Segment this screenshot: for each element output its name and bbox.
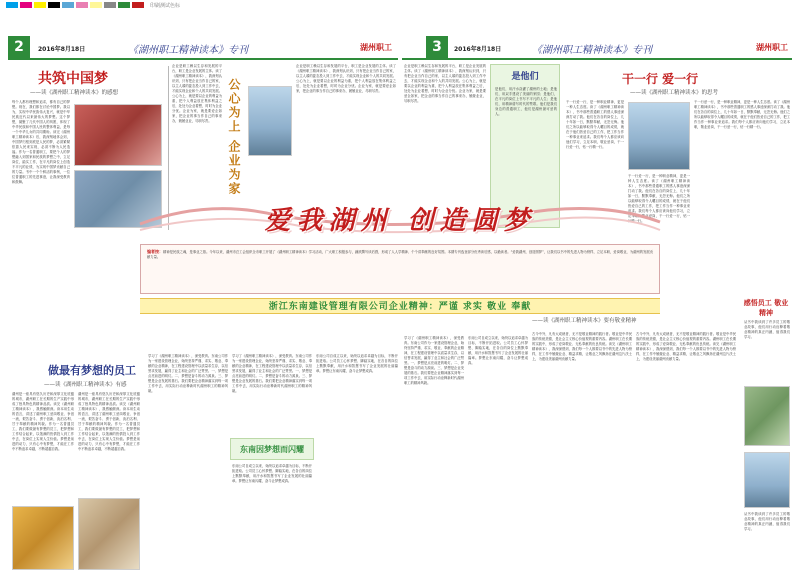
left-logo: 湖州职工 bbox=[360, 42, 392, 52]
banner-title: 爱我湖州 创造圆梦 bbox=[264, 206, 536, 236]
article-body-enterprise-spirit: 学习了《湖州职工精神读本》，深受教育。东南公司作为一家建设管理企业，始终坚持严谨、求实、敬业、奉献的企业精神，在工程建设管理中以质量求生存，以信誉求发展，赢得了业主和社会的广泛赞誉。一、梦想是点亮前进的明灯。二、梦想是奋斗的动力源泉。三、梦想是企业发展的基石。我们要把企业精神落实到每一项工作中去，用实际行动诠释新时代湖州职工的精神风貌。 bbox=[148, 354, 228, 393]
photo-office-tower bbox=[628, 102, 690, 170]
article-body-right-col1: 企业是职工赖以生存和发展的平台，职工是企业发展的主体。读了《湖州职工精神读本》，我深刻认识到，只有把企业当作自己的家，以主人翁的姿态投入到工作中去，才能实现企业和个人的共同发展。公心为上，就是要以企业的利益为重，把个人利益放在集体利益之后，处处为企业着想，时时为企业分忧。企业为家，就是要爱企如家，把企业的事当作自己的事来办，兢兢业业，尽职尽责。 bbox=[404, 64, 486, 103]
print-strip-label: 印刷测试色标 bbox=[150, 2, 181, 9]
photo-construction bbox=[78, 498, 140, 570]
color-swatch-6 bbox=[90, 2, 102, 8]
right-date: 2016年8月18日 bbox=[454, 46, 502, 53]
article-body-love-job-col3: 干一行爱一行，是一种职业精神，更是一种人生态度。读了《湖州职工精神读本》，书中那些普通职工的感人事迹深深打动了我。他们在各自的岗位上，几十年如一日，默默奉献，无怨无悔。他们之所以能够取得令人瞩目的成绩，就在于他们热爱自己的工作，把工作当作一种事业来追求。我们每个人都应该向他们学习，立足本职，敬业爱岗，干一行爱一行，钻一行精一行。 bbox=[694, 100, 790, 129]
article-body-east-dream: 东南公司自成立以来，始终以追求卓越为目标，不断开拓进取。公司员工心怀梦想、脚踏实地，在各自的岗位上默默奉献，用汗水和智慧书写了企业发展的壮丽篇章。梦想让东南闪耀，奋斗让梦想成真。 bbox=[232, 464, 312, 483]
left-date: 2016年8月18日 bbox=[38, 46, 86, 53]
photo-city bbox=[744, 452, 790, 508]
article-subtitle-dedication: ——读《湖州职工精神读本》要有敬业精神 bbox=[532, 318, 637, 324]
photo-workers bbox=[12, 506, 74, 570]
vertical-title-company-spirit: 公心为上 企业为家 bbox=[227, 78, 241, 197]
article-body-china-dream-col2: 企业是职工赖以生存和发展的平台，职工是企业发展的主体。读了《湖州职工精神读本》，我深刻认识到，只有把企业当作自己的家，以主人翁的姿态投入到工作中去，才能实现企业和个人的共同发展。公心为上，就是要以企业的利益为重，把个人利益放在集体利益之后，处处为企业着想，时时为企业分忧。企业为家，就是要爱企如家，把企业的事当作自己的事来办，兢兢业业，尽职尽责。 bbox=[172, 64, 222, 123]
color-swatch-8 bbox=[118, 2, 130, 8]
color-swatch-2 bbox=[34, 2, 46, 8]
right-page-number: 3 bbox=[426, 36, 448, 58]
center-banner bbox=[130, 194, 670, 240]
article-body-dedication-col1: 古今中外，凡有大成就者，无不是敬业精神的践行者。敬业是中华民族的传统美德，是社会主义核心价值观的重要内容。湖州职工在长期的实践中，形成了爱岗敬业、无私奉献的优良传统。读完《湖州职工精神读本》，我深深感到，我们每一个人都要以书中的先进人物为榜样，在工作中兢兢业业、精益求精，让敬业之风飘扬在湖州这片沃土上，为建设美丽湖州贡献力量。 bbox=[532, 332, 632, 361]
company-spirit-title: 浙江东南建设管理有限公司企业精神：严谨 求实 敬业 奉献 bbox=[268, 302, 532, 312]
print-color-strip bbox=[0, 0, 800, 10]
article-subtitle-china-dream: ——读《湖州职工精神读本》的感想 bbox=[30, 90, 119, 96]
article-title-china-dream: 共筑中国梦 bbox=[38, 71, 108, 87]
side-body: 从书中我读到了许多员工的敬业故事，他们用行动诠释着敬业精神的真正内涵，值得我们学习。 bbox=[744, 320, 790, 339]
color-swatch-5 bbox=[76, 2, 88, 8]
color-swatch-1 bbox=[20, 2, 32, 8]
article-subtitle-dream-employee: ——读《湖州职工精神读本》有感 bbox=[44, 382, 127, 388]
editor-note-body: 精神是民族之魂，是事业之基。今年以来，湖州市总工会组织全市职工开展了《湖州职工精神读本》学习活动，广大职工积极参与，踊跃撰写读后感，形成了人人学精神、个个讲奉献的良好氛围。本期专刊选登部分优秀读后感，以飨读者。“爱我湖州，创造圆梦”，让我们以书中的先进人物为榜样，立足本职，爱岗敬业，为湖州的发展贡献力量。 bbox=[147, 250, 653, 260]
article-body-east-dream-col2: 东南公司自成立以来，始终以追求卓越为目标，不断开拓进取。公司员工心怀梦想、脚踏实地，在各自的岗位上默默奉献，用汗水和智慧书写了企业发展的壮丽篇章。梦想让东南闪耀，奋斗让梦想成真。 bbox=[316, 354, 398, 373]
article-body-love-job-col2: 干一行爱一行，是一种职业精神，更是一种人生态度。读了《湖州职工精神读本》，书中那些普通职工的感人事迹深深打动了我。他们在各自的岗位上，几十年如一日，默默奉献，无怨无悔。他们之所以能够取得令人瞩目的成绩，就在于他们热爱自己的工作，把工作当作一种事业来追求。我们每个人都应该向他们学习，立足本职，敬业爱岗，干一行爱一行，钻一行精一行。 bbox=[628, 174, 690, 223]
article-title-love-job: 干一行 爱一行 bbox=[622, 72, 699, 86]
photo-building bbox=[248, 86, 292, 156]
article-body-right-lower-col2: 东南公司自成立以来，始终以追求卓越为目标，不断开拓进取。公司员工心怀梦想、脚踏实地，在各自的岗位上默默奉献，用汗水和智慧书写了企业发展的壮丽篇章。梦想让东南闪耀，奋斗让梦想成真。 bbox=[468, 336, 528, 365]
article-body-enterprise-spirit-col2: 学习了《湖州职工精神读本》，深受教育。东南公司作为一家建设管理企业，始终坚持严谨、求实、敬业、奉献的企业精神，在工程建设管理中以质量求生存，以信誉求发展，赢得了业主和社会的广泛赞誉。一、梦想是点亮前进的明灯。二、梦想是奋斗的动力源泉。三、梦想是企业发展的基石。我们要把企业精神落实到每一项工作中去，用实际行动诠释新时代湖州职工的精神风貌。 bbox=[232, 354, 312, 393]
editor-note-label: 编者按： bbox=[147, 249, 164, 254]
left-masthead bbox=[8, 36, 398, 58]
photo-park bbox=[744, 386, 790, 446]
east-title-box bbox=[230, 438, 314, 460]
article-body-company-spirit: 企业是职工赖以生存和发展的平台，职工是企业发展的主体。读了《湖州职工精神读本》，我深刻认识到，只有把企业当作自己的家，以主人翁的姿态投入到工作中去，才能实现企业和个人的共同发展。公心为上，就是要以企业的利益为重，把个人利益放在集体利益之后，处处为企业着想，时时为企业分忧。企业为家，就是要爱企如家，把企业的事当作自己的事来办，兢兢业业，尽职尽责。 bbox=[296, 64, 396, 93]
color-swatch-3 bbox=[48, 2, 60, 8]
east-title: 东南因梦想而闪耀 bbox=[240, 445, 304, 454]
article-body-love-job-col1: 干一行爱一行，是一种职业精神，更是一种人生态度。读了《湖州职工精神读本》，书中那些普通职工的感人事迹深深打动了我。他们在各自的岗位上，几十年如一日，默默奉献，无怨无悔。他们之所以能够取得令人瞩目的成绩，就在于他们热爱自己的工作，把工作当作一种事业来追求。我们每个人都应该向他们学习，立足本职，敬业爱岗，干一行爱一行，钻一行精一行。 bbox=[566, 100, 624, 149]
article-title-dream-employee: 做最有梦想的员工 bbox=[48, 364, 136, 377]
left-masthead-rule bbox=[8, 58, 398, 60]
poem-body: 是他们，用汗水浇灌了湖州的土地；是他们，用双手建设了美丽的家园；是他们，在平凡的岗位上书写不平凡的人生；是他们，用精神谱写时代的赞歌。他们是我们身边的普通职工，他们是湖州最可爱的人。 bbox=[495, 87, 557, 116]
article-body-dream-employee-col1: 湖州是一座具有悠久历史和深厚文化底蕴的城市，湖州职工在长期的生产实践中形成了独具特色的精神品质。读完《湖州职工精神读本》，我感触颇深。读本用生动的语言，讲述了湖州职工爱岗敬业、争创一流，艰苦奋斗、勇于创新，淡泊名利、甘于奉献的精神风貌。作为一名普通员工，我们要做最有梦想的员工，把梦想和工作结合起来，以饱满的热情投入到工作中去，在岗位上实现人生价值。梦想是前进的动力，只有心中有梦想，才能在工作中不断追求卓越，不断超越自我。 bbox=[12, 392, 74, 451]
article-subtitle-love-job: ——读《湖州职工精神读本》的思考 bbox=[630, 90, 719, 96]
left-masthead-title: 《湖州职工精神读本》专刊 bbox=[128, 45, 248, 56]
color-swatch-7 bbox=[104, 2, 116, 8]
article-body-china-dream-col1: 每个人都有理想和追求，都有自己的梦想。现在，我们都在讨论中国梦。我以为，实现中华民族伟大复兴，就是中华民族近代以来最伟大的梦想。这个梦想，凝聚了几代中国人的夙愿，体现了中华民族和中国人民的整体利益，是每一个中华儿女的共同期盼。读完《湖州职工精神读本》后，我深刻地体会到，中国梦归根到底是人民的梦，必须紧紧依靠人民来实现，必须不断为人民造福。作为一名普通职工，要把个人的梦想融入到国家和民族的梦想之中，立足岗位，踏实工作，在平凡的岗位上创造不平凡的业绩，为实现中国梦贡献自己的力量。书中一个个鲜活的事例，一位位普通职工的先进事迹，让我深受教育和鼓舞。 bbox=[12, 100, 70, 184]
side-body-2: 从书中我读到了许多员工的敬业故事，他们用行动诠释着敬业精神的真正内涵，值得我们学习。 bbox=[744, 512, 790, 531]
photo-award-ceremony bbox=[74, 104, 162, 166]
article-body-dedication-col2: 古今中外，凡有大成就者，无不是敬业精神的践行者。敬业是中华民族的传统美德，是社会主义核心价值观的重要内容。湖州职工在长期的实践中，形成了爱岗敬业、无私奉献的优良传统。读完《湖州职工精神读本》，我深深感到，我们每一个人都要以书中的先进人物为榜样，在工作中兢兢业业、精益求精，让敬业之风飘扬在湖州这片沃土上，为建设美丽湖州贡献力量。 bbox=[636, 332, 736, 361]
poem-title: 是他们 bbox=[511, 72, 539, 82]
article-body-right-lower-col1: 学习了《湖州职工精神读本》，深受教育。东南公司作为一家建设管理企业，始终坚持严谨、求实、敬业、奉献的企业精神，在工程建设管理中以质量求生存，以信誉求发展，赢得了业主和社会的广泛赞誉。一、梦想是点亮前进的明灯。二、梦想是奋斗的动力源泉。三、梦想是企业发展的基石。我们要把企业精神落实到每一项工作中去，用实际行动诠释新时代湖州职工的精神风貌。 bbox=[404, 336, 464, 385]
side-title: 感悟员工 敬业精神 bbox=[743, 299, 789, 317]
color-swatch-0 bbox=[6, 2, 18, 8]
right-masthead-rule bbox=[402, 58, 792, 60]
right-masthead-title: 《湖州职工精神读本》专刊 bbox=[532, 45, 652, 56]
editor-note-box bbox=[140, 244, 660, 294]
right-masthead bbox=[402, 36, 792, 58]
article-body-dream-employee-col2: 湖州是一座具有悠久历史和深厚文化底蕴的城市，湖州职工在长期的生产实践中形成了独具特色的精神品质。读完《湖州职工精神读本》，我感触颇深。读本用生动的语言，讲述了湖州职工爱岗敬业、争创一流，艰苦奋斗、勇于创新，淡泊名利、甘于奉献的精神风貌。作为一名普通员工，我们要做最有梦想的员工，把梦想和工作结合起来，以饱满的热情投入到工作中去，在岗位上实现人生价值。梦想是前进的动力，只有心中有梦想，才能在工作中不断追求卓越，不断超越自我。 bbox=[78, 392, 140, 451]
company-spirit-band bbox=[140, 298, 660, 314]
color-swatch-9 bbox=[132, 2, 144, 8]
left-page-number: 2 bbox=[8, 36, 30, 58]
right-logo: 湖州职工 bbox=[756, 42, 788, 52]
editor-note-text bbox=[147, 249, 653, 261]
color-swatch-4 bbox=[62, 2, 74, 8]
